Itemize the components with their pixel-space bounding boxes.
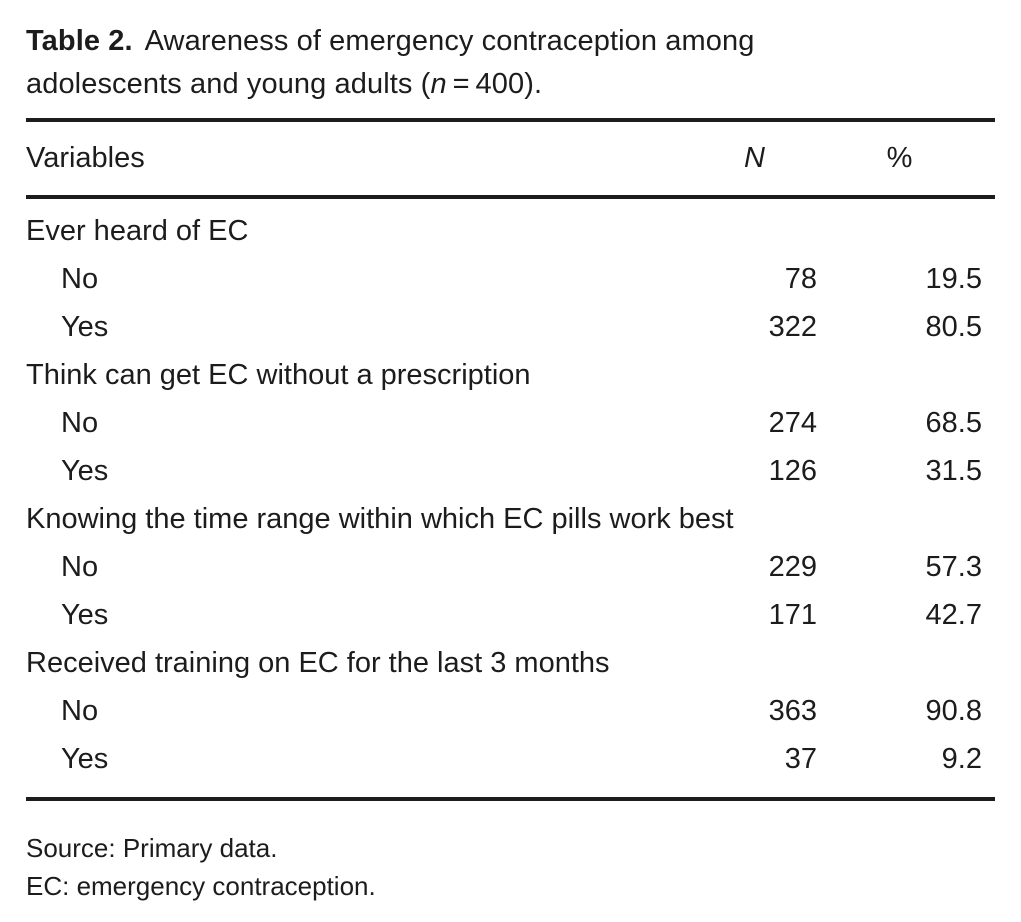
row-n-value: 322 bbox=[768, 310, 817, 343]
row-pct-value: 57.3 bbox=[925, 550, 982, 583]
row-label: No bbox=[61, 262, 99, 295]
row-label: No bbox=[61, 694, 99, 727]
row-pct-value: 19.5 bbox=[925, 262, 982, 295]
table-bottom-rule bbox=[26, 797, 995, 801]
section-label: Ever heard of EC bbox=[26, 214, 249, 247]
table-row bbox=[26, 543, 995, 591]
column-header-n: N bbox=[744, 142, 765, 174]
table-row bbox=[26, 447, 995, 495]
table-row-section bbox=[26, 351, 995, 399]
row-n-value: 37 bbox=[784, 742, 817, 775]
caption-n-symbol: n bbox=[430, 68, 447, 100]
row-label: Yes bbox=[61, 742, 109, 775]
row-pct-value: 90.8 bbox=[925, 694, 982, 727]
table-row-section bbox=[26, 495, 995, 543]
row-n-value: 229 bbox=[768, 550, 817, 583]
table-caption bbox=[26, 20, 956, 106]
awareness-table bbox=[26, 118, 995, 801]
table-row-section bbox=[26, 207, 995, 255]
section-label: Think can get EC without a prescription bbox=[26, 358, 531, 391]
row-n-value: 126 bbox=[768, 454, 817, 487]
footnote-source: Source: Primary data. bbox=[26, 833, 278, 863]
row-n-value: 171 bbox=[768, 598, 817, 631]
column-header-percent: % bbox=[886, 142, 913, 174]
table-row-section bbox=[26, 639, 995, 687]
table-header-row bbox=[26, 122, 995, 195]
row-label: Yes bbox=[61, 310, 109, 343]
row-pct-value: 68.5 bbox=[925, 406, 982, 439]
table-row bbox=[26, 399, 995, 447]
table-row bbox=[26, 303, 995, 351]
row-pct-value: 9.2 bbox=[941, 742, 982, 775]
row-pct-value: 42.7 bbox=[925, 598, 982, 631]
table-row bbox=[26, 255, 995, 303]
table-row bbox=[26, 687, 995, 735]
row-label: Yes bbox=[61, 598, 109, 631]
column-header-variables: Variables bbox=[26, 142, 145, 174]
row-n-value: 78 bbox=[784, 262, 817, 295]
table-body bbox=[26, 199, 995, 797]
table-row bbox=[26, 591, 995, 639]
caption-line2-text: adolescents and young adults ( bbox=[26, 68, 431, 100]
row-label: No bbox=[61, 406, 99, 439]
row-n-value: 363 bbox=[768, 694, 817, 727]
table-number-label: Table 2. bbox=[26, 25, 133, 57]
row-pct-value: 31.5 bbox=[925, 454, 982, 487]
footnote-abbreviation: EC: emergency contraception. bbox=[26, 871, 376, 901]
table-row bbox=[26, 735, 995, 783]
section-label: Knowing the time range within which EC pills work best bbox=[26, 502, 734, 535]
caption-line2-suffix: = 400). bbox=[446, 68, 543, 100]
row-label: Yes bbox=[61, 454, 109, 487]
row-pct-value: 80.5 bbox=[925, 310, 982, 343]
section-label: Received training on EC for the last 3 months bbox=[26, 646, 610, 679]
row-n-value: 274 bbox=[768, 406, 817, 439]
caption-line1: Awareness of emergency contraception among bbox=[144, 25, 755, 57]
row-label: No bbox=[61, 550, 99, 583]
table-footnotes bbox=[26, 829, 1021, 905]
